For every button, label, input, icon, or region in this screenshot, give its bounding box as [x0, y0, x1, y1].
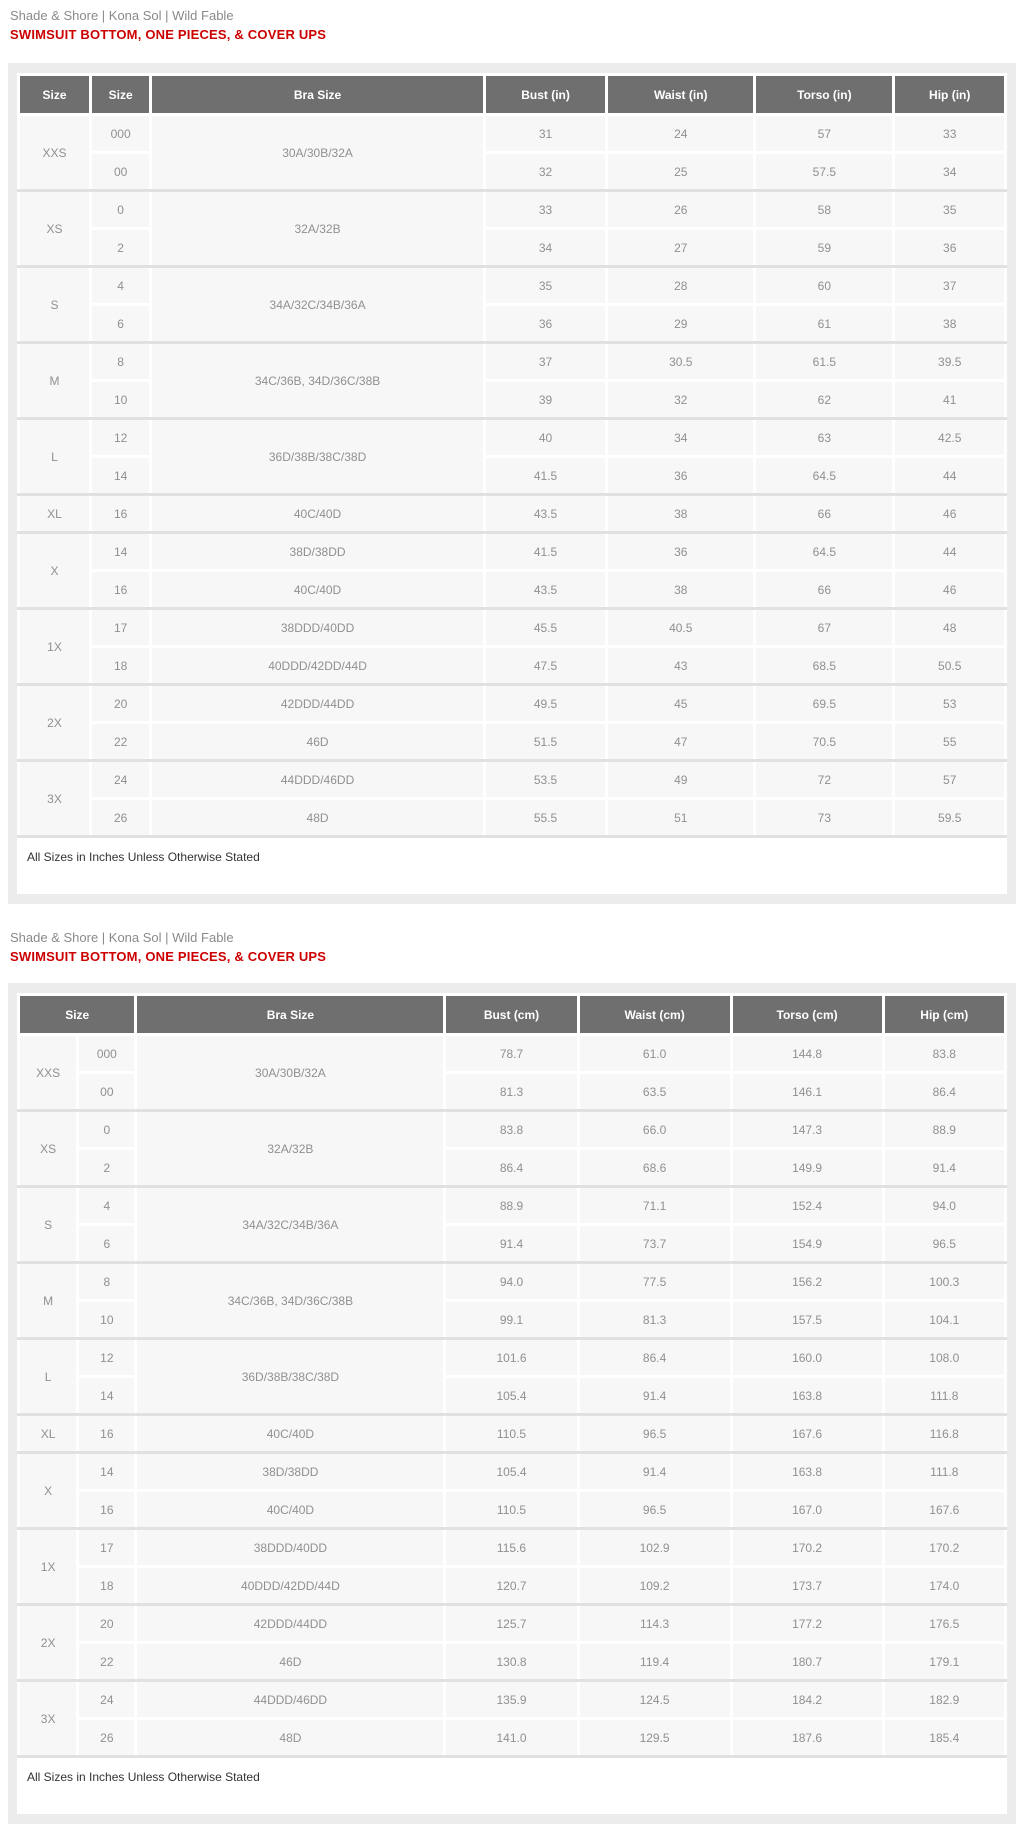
bra-size-cell: 40C/40D	[151, 495, 485, 533]
bra-size-cell: 32A/32B	[136, 1111, 445, 1187]
torso-cell: 177.2	[731, 1605, 883, 1643]
torso-cell: 149.9	[731, 1149, 883, 1187]
waist-cell: 36	[607, 533, 755, 571]
bra-size-cell: 34A/32C/34B/36A	[151, 267, 485, 343]
hip-cell: 55	[894, 723, 1006, 761]
size-number-cell: 16	[78, 1415, 136, 1453]
size-group-cell: 2X	[19, 685, 91, 761]
bust-cell: 43.5	[484, 571, 606, 609]
size-chart-table-cm	[17, 993, 1007, 1758]
size-number-cell: 00	[78, 1073, 136, 1111]
waist-cell: 77.5	[578, 1263, 731, 1301]
bra-size-cell: 42DDD/44DD	[151, 685, 485, 723]
size-number-cell: 0	[91, 191, 151, 229]
torso-cell: 146.1	[731, 1073, 883, 1111]
waist-cell: 91.4	[578, 1377, 731, 1415]
hip-cell: 176.5	[883, 1605, 1005, 1643]
waist-cell: 36	[607, 457, 755, 495]
waist-cell: 49	[607, 761, 755, 799]
bust-cell: 83.8	[445, 1111, 578, 1149]
waist-cell: 38	[607, 495, 755, 533]
torso-cell: 180.7	[731, 1643, 883, 1681]
bra-size-cell: 38D/38DD	[151, 533, 485, 571]
torso-cell: 70.5	[755, 723, 894, 761]
bust-cell: 78.7	[445, 1035, 578, 1073]
size-number-cell: 14	[78, 1453, 136, 1491]
torso-cell: 170.2	[731, 1529, 883, 1567]
hip-cell: 44	[894, 533, 1006, 571]
size-number-cell: 24	[91, 761, 151, 799]
bra-size-cell: 40DDD/42DD/44D	[136, 1567, 445, 1605]
torso-cell: 68.5	[755, 647, 894, 685]
hip-cell: 48	[894, 609, 1006, 647]
torso-cell: 160.0	[731, 1339, 883, 1377]
size-number-cell: 8	[78, 1263, 136, 1301]
hip-cell: 174.0	[883, 1567, 1005, 1605]
col-header-size: Size	[19, 995, 136, 1035]
col-header-hip-in: Hip (in)	[894, 75, 1006, 115]
bust-cell: 101.6	[445, 1339, 578, 1377]
bust-cell: 141.0	[445, 1719, 578, 1757]
torso-cell: 147.3	[731, 1111, 883, 1149]
chart-titles	[0, 904, 1024, 965]
waist-cell: 96.5	[578, 1415, 731, 1453]
size-number-cell: 17	[91, 609, 151, 647]
torso-cell: 156.2	[731, 1263, 883, 1301]
inches-size-chart-section	[0, 0, 1024, 904]
hip-cell: 179.1	[883, 1643, 1005, 1681]
bust-cell: 86.4	[445, 1149, 578, 1187]
bust-cell: 115.6	[445, 1529, 578, 1567]
bust-cell: 41.5	[484, 457, 606, 495]
size-number-cell: 22	[91, 723, 151, 761]
torso-cell: 64.5	[755, 457, 894, 495]
col-header-size: Size	[91, 75, 151, 115]
col-header-waist-cm: Waist (cm)	[578, 995, 731, 1035]
bra-size-cell: 38DDD/40DD	[136, 1529, 445, 1567]
bust-cell: 47.5	[484, 647, 606, 685]
size-number-cell: 24	[78, 1681, 136, 1719]
size-number-cell: 17	[78, 1529, 136, 1567]
waist-cell: 68.6	[578, 1149, 731, 1187]
bust-cell: 45.5	[484, 609, 606, 647]
waist-cell: 96.5	[578, 1491, 731, 1529]
bust-cell: 49.5	[484, 685, 606, 723]
torso-cell: 60	[755, 267, 894, 305]
waist-cell: 34	[607, 419, 755, 457]
size-group-cell: S	[19, 267, 91, 343]
col-header-waist-in: Waist (in)	[607, 75, 755, 115]
waist-cell: 24	[607, 115, 755, 153]
hip-cell: 167.6	[883, 1491, 1005, 1529]
torso-cell: 167.6	[731, 1415, 883, 1453]
hip-cell: 100.3	[883, 1263, 1005, 1301]
size-number-cell: 12	[78, 1339, 136, 1377]
waist-cell: 25	[607, 153, 755, 191]
waist-cell: 30.5	[607, 343, 755, 381]
bust-cell: 81.3	[445, 1073, 578, 1111]
bra-size-cell: 30A/30B/32A	[136, 1035, 445, 1111]
bust-cell: 34	[484, 229, 606, 267]
bust-cell: 43.5	[484, 495, 606, 533]
size-number-cell: 8	[91, 343, 151, 381]
waist-cell: 38	[607, 571, 755, 609]
bra-size-cell: 46D	[136, 1643, 445, 1681]
waist-cell: 73.7	[578, 1225, 731, 1263]
torso-cell: 144.8	[731, 1035, 883, 1073]
bra-size-cell: 34A/32C/34B/36A	[136, 1187, 445, 1263]
size-number-cell: 14	[78, 1377, 136, 1415]
col-header-torso-cm: Torso (cm)	[731, 995, 883, 1035]
bra-size-cell: 36D/38B/38C/38D	[136, 1339, 445, 1415]
torso-cell: 61.5	[755, 343, 894, 381]
size-number-cell: 4	[78, 1187, 136, 1225]
waist-cell: 114.3	[578, 1605, 731, 1643]
size-number-cell: 2	[78, 1149, 136, 1187]
bust-cell: 94.0	[445, 1263, 578, 1301]
size-number-cell: 18	[91, 647, 151, 685]
bra-size-cell: 46D	[151, 723, 485, 761]
waist-cell: 109.2	[578, 1567, 731, 1605]
torso-cell: 57	[755, 115, 894, 153]
torso-cell: 61	[755, 305, 894, 343]
hip-cell: 104.1	[883, 1301, 1005, 1339]
bra-size-cell: 34C/36B, 34D/36C/38B	[151, 343, 485, 419]
bra-size-cell: 40C/40D	[136, 1491, 445, 1529]
size-number-cell: 20	[91, 685, 151, 723]
waist-cell: 119.4	[578, 1643, 731, 1681]
bra-size-cell: 38D/38DD	[136, 1453, 445, 1491]
hip-cell: 185.4	[883, 1719, 1005, 1757]
torso-cell: 167.0	[731, 1491, 883, 1529]
bust-cell: 51.5	[484, 723, 606, 761]
torso-cell: 163.8	[731, 1377, 883, 1415]
hip-cell: 33	[894, 115, 1006, 153]
hip-cell: 35	[894, 191, 1006, 229]
hip-cell: 37	[894, 267, 1006, 305]
hip-cell: 94.0	[883, 1187, 1005, 1225]
size-number-cell: 10	[78, 1301, 136, 1339]
bra-size-cell: 40C/40D	[136, 1415, 445, 1453]
size-group-cell: XXS	[19, 1035, 78, 1111]
torso-cell: 58	[755, 191, 894, 229]
bust-cell: 35	[484, 267, 606, 305]
waist-cell: 40.5	[607, 609, 755, 647]
hip-cell: 46	[894, 495, 1006, 533]
bra-size-cell: 40C/40D	[151, 571, 485, 609]
torso-cell: 163.8	[731, 1453, 883, 1491]
size-group-cell: L	[19, 1339, 78, 1415]
footnote-inches: All Sizes in Inches Unless Otherwise Stated	[17, 838, 1007, 894]
size-group-cell: XS	[19, 1111, 78, 1187]
size-group-cell: 3X	[19, 761, 91, 837]
bust-cell: 32	[484, 153, 606, 191]
bust-cell: 33	[484, 191, 606, 229]
bra-size-cell: 36D/38B/38C/38D	[151, 419, 485, 495]
size-number-cell: 18	[78, 1567, 136, 1605]
hip-cell: 41	[894, 381, 1006, 419]
torso-cell: 72	[755, 761, 894, 799]
size-group-cell: X	[19, 533, 91, 609]
size-group-cell: M	[19, 1263, 78, 1339]
torso-cell: 154.9	[731, 1225, 883, 1263]
bra-size-cell: 34C/36B, 34D/36C/38B	[136, 1263, 445, 1339]
waist-cell: 29	[607, 305, 755, 343]
bust-cell: 125.7	[445, 1605, 578, 1643]
torso-cell: 157.5	[731, 1301, 883, 1339]
brand-line: Shade & Shore | Kona Sol | Wild Fable	[10, 930, 234, 945]
bust-cell: 105.4	[445, 1377, 578, 1415]
bra-size-cell: 42DDD/44DD	[136, 1605, 445, 1643]
waist-cell: 129.5	[578, 1719, 731, 1757]
hip-cell: 111.8	[883, 1377, 1005, 1415]
bra-size-cell: 40DDD/42DD/44D	[151, 647, 485, 685]
size-number-cell: 26	[78, 1719, 136, 1757]
waist-cell: 32	[607, 381, 755, 419]
bust-cell: 105.4	[445, 1453, 578, 1491]
hip-cell: 42.5	[894, 419, 1006, 457]
size-number-cell: 10	[91, 381, 151, 419]
bra-size-cell: 32A/32B	[151, 191, 485, 267]
size-number-cell: 4	[91, 267, 151, 305]
torso-cell: 62	[755, 381, 894, 419]
hip-cell: 36	[894, 229, 1006, 267]
waist-cell: 47	[607, 723, 755, 761]
hip-cell: 88.9	[883, 1111, 1005, 1149]
hip-cell: 59.5	[894, 799, 1006, 837]
col-header-torso-in: Torso (in)	[755, 75, 894, 115]
size-number-cell: 0	[78, 1111, 136, 1149]
size-number-cell: 6	[78, 1225, 136, 1263]
category-title: SWIMSUIT BOTTOM, ONE PIECES, & COVER UPS	[10, 949, 327, 964]
category-title: SWIMSUIT BOTTOM, ONE PIECES, & COVER UPS	[10, 27, 327, 42]
hip-cell: 83.8	[883, 1035, 1005, 1073]
bra-size-cell: 48D	[151, 799, 485, 837]
hip-cell: 96.5	[883, 1225, 1005, 1263]
bust-cell: 120.7	[445, 1567, 578, 1605]
bust-cell: 130.8	[445, 1643, 578, 1681]
torso-cell: 59	[755, 229, 894, 267]
torso-cell: 152.4	[731, 1187, 883, 1225]
col-header-size: Size	[19, 75, 91, 115]
waist-cell: 66.0	[578, 1111, 731, 1149]
size-number-cell: 12	[91, 419, 151, 457]
torso-cell: 66	[755, 571, 894, 609]
bust-cell: 135.9	[445, 1681, 578, 1719]
hip-cell: 46	[894, 571, 1006, 609]
torso-cell: 64.5	[755, 533, 894, 571]
bust-cell: 53.5	[484, 761, 606, 799]
bust-cell: 99.1	[445, 1301, 578, 1339]
bust-cell: 37	[484, 343, 606, 381]
size-group-cell: 3X	[19, 1681, 78, 1757]
size-number-cell: 16	[78, 1491, 136, 1529]
bra-size-cell: 44DDD/46DD	[136, 1681, 445, 1719]
torso-cell: 57.5	[755, 153, 894, 191]
hip-cell: 86.4	[883, 1073, 1005, 1111]
size-number-cell: 20	[78, 1605, 136, 1643]
size-group-cell: X	[19, 1453, 78, 1529]
size-number-cell: 14	[91, 457, 151, 495]
size-chart-panel-cm	[8, 983, 1016, 1824]
torso-cell: 66	[755, 495, 894, 533]
hip-cell: 39.5	[894, 343, 1006, 381]
size-group-cell: XS	[19, 191, 91, 267]
hip-cell: 50.5	[894, 647, 1006, 685]
size-number-cell: 000	[78, 1035, 136, 1073]
torso-cell: 63	[755, 419, 894, 457]
hip-cell: 108.0	[883, 1339, 1005, 1377]
size-number-cell: 2	[91, 229, 151, 267]
bust-cell: 88.9	[445, 1187, 578, 1225]
bra-size-cell: 30A/30B/32A	[151, 115, 485, 191]
bust-cell: 39	[484, 381, 606, 419]
bust-cell: 110.5	[445, 1415, 578, 1453]
torso-cell: 187.6	[731, 1719, 883, 1757]
bust-cell: 36	[484, 305, 606, 343]
waist-cell: 27	[607, 229, 755, 267]
waist-cell: 51	[607, 799, 755, 837]
waist-cell: 28	[607, 267, 755, 305]
col-header-bra-size: Bra Size	[151, 75, 485, 115]
bust-cell: 110.5	[445, 1491, 578, 1529]
torso-cell: 173.7	[731, 1567, 883, 1605]
size-number-cell: 16	[91, 571, 151, 609]
hip-cell: 116.8	[883, 1415, 1005, 1453]
waist-cell: 71.1	[578, 1187, 731, 1225]
waist-cell: 102.9	[578, 1529, 731, 1567]
waist-cell: 26	[607, 191, 755, 229]
bra-size-cell: 44DDD/46DD	[151, 761, 485, 799]
size-number-cell: 000	[91, 115, 151, 153]
hip-cell: 111.8	[883, 1453, 1005, 1491]
torso-cell: 67	[755, 609, 894, 647]
torso-cell: 73	[755, 799, 894, 837]
size-group-cell: S	[19, 1187, 78, 1263]
size-number-cell: 6	[91, 305, 151, 343]
size-number-cell: 14	[91, 533, 151, 571]
bust-cell: 55.5	[484, 799, 606, 837]
waist-cell: 91.4	[578, 1453, 731, 1491]
waist-cell: 43	[607, 647, 755, 685]
size-number-cell: 00	[91, 153, 151, 191]
hip-cell: 182.9	[883, 1681, 1005, 1719]
size-group-cell: XL	[19, 1415, 78, 1453]
hip-cell: 91.4	[883, 1149, 1005, 1187]
brand-line: Shade & Shore | Kona Sol | Wild Fable	[10, 8, 234, 23]
bust-cell: 31	[484, 115, 606, 153]
hip-cell: 57	[894, 761, 1006, 799]
size-number-cell: 16	[91, 495, 151, 533]
size-group-cell: XL	[19, 495, 91, 533]
hip-cell: 170.2	[883, 1529, 1005, 1567]
col-header-bust-cm: Bust (cm)	[445, 995, 578, 1035]
waist-cell: 61.0	[578, 1035, 731, 1073]
waist-cell: 81.3	[578, 1301, 731, 1339]
bust-cell: 91.4	[445, 1225, 578, 1263]
size-group-cell: XXS	[19, 115, 91, 191]
size-group-cell: 1X	[19, 1529, 78, 1605]
col-header-bra-size: Bra Size	[136, 995, 445, 1035]
size-chart-table-inches	[17, 73, 1007, 838]
waist-cell: 63.5	[578, 1073, 731, 1111]
torso-cell: 184.2	[731, 1681, 883, 1719]
col-header-bust-in: Bust (in)	[484, 75, 606, 115]
footnote-cm: All Sizes in Inches Unless Otherwise Stated	[17, 1758, 1007, 1814]
size-group-cell: L	[19, 419, 91, 495]
cm-size-chart-section	[0, 904, 1024, 1824]
waist-cell: 45	[607, 685, 755, 723]
size-group-cell: 2X	[19, 1605, 78, 1681]
hip-cell: 44	[894, 457, 1006, 495]
hip-cell: 53	[894, 685, 1006, 723]
size-number-cell: 26	[91, 799, 151, 837]
waist-cell: 86.4	[578, 1339, 731, 1377]
col-header-hip-cm: Hip (cm)	[883, 995, 1005, 1035]
bra-size-cell: 48D	[136, 1719, 445, 1757]
torso-cell: 69.5	[755, 685, 894, 723]
chart-titles	[0, 0, 1024, 43]
bust-cell: 40	[484, 419, 606, 457]
size-number-cell: 22	[78, 1643, 136, 1681]
hip-cell: 34	[894, 153, 1006, 191]
bust-cell: 41.5	[484, 533, 606, 571]
waist-cell: 124.5	[578, 1681, 731, 1719]
size-chart-panel-inches	[8, 63, 1016, 904]
bra-size-cell: 38DDD/40DD	[151, 609, 485, 647]
hip-cell: 38	[894, 305, 1006, 343]
size-group-cell: M	[19, 343, 91, 419]
size-group-cell: 1X	[19, 609, 91, 685]
